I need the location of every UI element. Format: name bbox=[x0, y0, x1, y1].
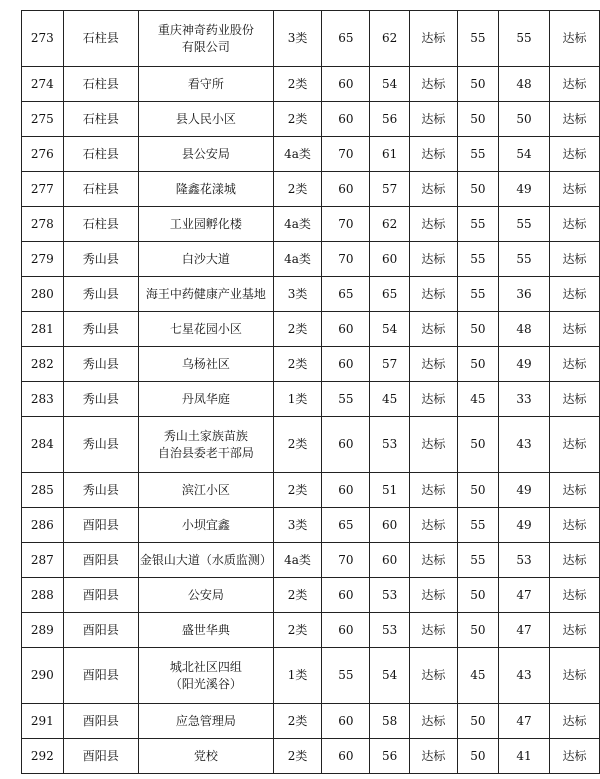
site-cell bbox=[139, 704, 274, 739]
night-value-cell: 36 bbox=[498, 277, 549, 312]
night-value-cell: 43 bbox=[498, 648, 549, 704]
night-result-cell: 达标 bbox=[550, 102, 600, 137]
night-limit-cell: 50 bbox=[457, 473, 498, 508]
night-result-cell: 达标 bbox=[550, 277, 600, 312]
night-limit-cell: 50 bbox=[457, 347, 498, 382]
night-limit-cell: 50 bbox=[457, 67, 498, 102]
table-row bbox=[22, 543, 600, 578]
site-name-line: 盛世华典 bbox=[181, 622, 230, 637]
site-name-line: 党校 bbox=[193, 748, 218, 763]
category-cell: 2类 bbox=[273, 739, 322, 774]
night-value-cell: 53 bbox=[498, 543, 549, 578]
day-result-cell: 达标 bbox=[409, 207, 457, 242]
row-number: 289 bbox=[22, 613, 64, 648]
site-cell bbox=[139, 613, 274, 648]
night-limit-cell: 50 bbox=[457, 102, 498, 137]
table-row bbox=[22, 704, 600, 739]
site-name-line: 隆鑫花漾城 bbox=[175, 181, 236, 196]
day-result-cell: 达标 bbox=[409, 347, 457, 382]
day-result-cell: 达标 bbox=[409, 172, 457, 207]
site-name-line: 县人民小区 bbox=[175, 111, 236, 126]
site-name-line: 七星花园小区 bbox=[169, 321, 242, 336]
night-value-cell: 47 bbox=[498, 578, 549, 613]
day-value-cell: 56 bbox=[370, 102, 409, 137]
table-row bbox=[22, 739, 600, 774]
night-result-cell: 达标 bbox=[550, 347, 600, 382]
day-value-cell: 57 bbox=[370, 347, 409, 382]
night-value-cell: 48 bbox=[498, 67, 549, 102]
table-row bbox=[22, 242, 600, 277]
table-row bbox=[22, 67, 600, 102]
site-cell bbox=[139, 417, 274, 473]
site-cell bbox=[139, 11, 274, 67]
row-number: 291 bbox=[22, 704, 64, 739]
night-result-cell: 达标 bbox=[550, 473, 600, 508]
day-limit-cell: 65 bbox=[322, 277, 370, 312]
day-result-cell: 达标 bbox=[409, 67, 457, 102]
table-row bbox=[22, 347, 600, 382]
day-limit-cell: 60 bbox=[322, 172, 370, 207]
day-value-cell: 62 bbox=[370, 207, 409, 242]
night-result-cell: 达标 bbox=[550, 242, 600, 277]
day-limit-cell: 55 bbox=[322, 382, 370, 417]
site-cell bbox=[139, 578, 274, 613]
day-result-cell: 达标 bbox=[409, 312, 457, 347]
day-limit-cell: 60 bbox=[322, 739, 370, 774]
site-name-line: 丹凤华庭 bbox=[181, 391, 230, 406]
day-limit-cell: 60 bbox=[322, 67, 370, 102]
row-number: 284 bbox=[22, 417, 64, 473]
category-cell: 2类 bbox=[273, 704, 322, 739]
day-value-cell: 53 bbox=[370, 417, 409, 473]
night-limit-cell: 45 bbox=[457, 382, 498, 417]
table-row bbox=[22, 312, 600, 347]
night-limit-cell: 50 bbox=[457, 739, 498, 774]
day-result-cell: 达标 bbox=[409, 473, 457, 508]
day-result-cell: 达标 bbox=[409, 102, 457, 137]
day-value-cell: 60 bbox=[370, 508, 409, 543]
noise-monitoring-table bbox=[21, 10, 600, 774]
day-limit-cell: 70 bbox=[322, 137, 370, 172]
night-result-cell: 达标 bbox=[550, 739, 600, 774]
site-cell bbox=[139, 242, 274, 277]
day-result-cell: 达标 bbox=[409, 704, 457, 739]
table-row bbox=[22, 11, 600, 67]
day-result-cell: 达标 bbox=[409, 11, 457, 67]
category-cell: 2类 bbox=[273, 613, 322, 648]
site-name-line: 工业园孵化楼 bbox=[169, 216, 242, 231]
day-result-cell: 达标 bbox=[409, 648, 457, 704]
category-cell: 4a类 bbox=[273, 242, 322, 277]
county-cell: 秀山县 bbox=[63, 277, 138, 312]
night-limit-cell: 55 bbox=[457, 543, 498, 578]
row-number: 273 bbox=[22, 11, 64, 67]
night-limit-cell: 50 bbox=[457, 417, 498, 473]
site-name-line: 白沙大道 bbox=[181, 251, 230, 266]
day-result-cell: 达标 bbox=[409, 508, 457, 543]
category-cell: 2类 bbox=[273, 473, 322, 508]
night-value-cell: 49 bbox=[498, 347, 549, 382]
site-cell bbox=[139, 172, 274, 207]
night-limit-cell: 55 bbox=[457, 11, 498, 67]
day-result-cell: 达标 bbox=[409, 137, 457, 172]
day-result-cell: 达标 bbox=[409, 578, 457, 613]
night-result-cell: 达标 bbox=[550, 312, 600, 347]
row-number: 283 bbox=[22, 382, 64, 417]
county-cell: 石柱县 bbox=[63, 207, 138, 242]
day-result-cell: 达标 bbox=[409, 543, 457, 578]
night-limit-cell: 55 bbox=[457, 207, 498, 242]
site-name-line: （阳光溪谷） bbox=[169, 676, 242, 691]
night-value-cell: 43 bbox=[498, 417, 549, 473]
day-value-cell: 51 bbox=[370, 473, 409, 508]
night-value-cell: 47 bbox=[498, 613, 549, 648]
table-row bbox=[22, 648, 600, 704]
row-number: 292 bbox=[22, 739, 64, 774]
day-value-cell: 57 bbox=[370, 172, 409, 207]
day-limit-cell: 70 bbox=[322, 207, 370, 242]
night-result-cell: 达标 bbox=[550, 11, 600, 67]
night-value-cell: 49 bbox=[498, 508, 549, 543]
table-row bbox=[22, 102, 600, 137]
category-cell: 2类 bbox=[273, 347, 322, 382]
night-result-cell: 达标 bbox=[550, 137, 600, 172]
row-number: 288 bbox=[22, 578, 64, 613]
night-result-cell: 达标 bbox=[550, 67, 600, 102]
site-cell bbox=[139, 207, 274, 242]
row-number: 285 bbox=[22, 473, 64, 508]
night-limit-cell: 50 bbox=[457, 704, 498, 739]
day-limit-cell: 60 bbox=[322, 704, 370, 739]
county-cell: 石柱县 bbox=[63, 172, 138, 207]
site-name-line: 有限公司 bbox=[181, 39, 230, 54]
category-cell: 1类 bbox=[273, 382, 322, 417]
site-name-line: 县公安局 bbox=[181, 146, 230, 161]
site-cell bbox=[139, 347, 274, 382]
row-number: 290 bbox=[22, 648, 64, 704]
night-limit-cell: 50 bbox=[457, 578, 498, 613]
night-result-cell: 达标 bbox=[550, 578, 600, 613]
category-cell: 4a类 bbox=[273, 137, 322, 172]
night-value-cell: 47 bbox=[498, 704, 549, 739]
table-row bbox=[22, 277, 600, 312]
site-cell bbox=[139, 648, 274, 704]
site-cell bbox=[139, 277, 274, 312]
county-cell: 石柱县 bbox=[63, 102, 138, 137]
county-cell: 秀山县 bbox=[63, 473, 138, 508]
site-cell bbox=[139, 382, 274, 417]
category-cell: 2类 bbox=[273, 578, 322, 613]
night-result-cell: 达标 bbox=[550, 508, 600, 543]
night-limit-cell: 50 bbox=[457, 172, 498, 207]
site-name-line: 重庆神奇药业股份 bbox=[157, 22, 254, 37]
table-row bbox=[22, 578, 600, 613]
category-cell: 2类 bbox=[273, 417, 322, 473]
county-cell: 石柱县 bbox=[63, 67, 138, 102]
site-cell bbox=[139, 739, 274, 774]
category-cell: 4a类 bbox=[273, 543, 322, 578]
site-name-line: 小坝宜鑫 bbox=[181, 517, 230, 532]
site-cell bbox=[139, 312, 274, 347]
county-cell: 酉阳县 bbox=[63, 543, 138, 578]
night-result-cell: 达标 bbox=[550, 704, 600, 739]
night-limit-cell: 55 bbox=[457, 242, 498, 277]
day-limit-cell: 70 bbox=[322, 543, 370, 578]
row-number: 282 bbox=[22, 347, 64, 382]
county-cell: 酉阳县 bbox=[63, 648, 138, 704]
table-row bbox=[22, 382, 600, 417]
category-cell: 2类 bbox=[273, 102, 322, 137]
site-cell bbox=[139, 473, 274, 508]
site-name-line: 公安局 bbox=[187, 587, 224, 602]
site-cell bbox=[139, 67, 274, 102]
day-value-cell: 54 bbox=[370, 648, 409, 704]
row-number: 279 bbox=[22, 242, 64, 277]
night-value-cell: 33 bbox=[498, 382, 549, 417]
day-limit-cell: 60 bbox=[322, 473, 370, 508]
night-result-cell: 达标 bbox=[550, 648, 600, 704]
table-row bbox=[22, 137, 600, 172]
night-result-cell: 达标 bbox=[550, 543, 600, 578]
day-result-cell: 达标 bbox=[409, 242, 457, 277]
site-name-line: 滨江小区 bbox=[181, 482, 230, 497]
day-value-cell: 45 bbox=[370, 382, 409, 417]
site-cell bbox=[139, 102, 274, 137]
category-cell: 3类 bbox=[273, 11, 322, 67]
night-value-cell: 54 bbox=[498, 137, 549, 172]
category-cell: 2类 bbox=[273, 172, 322, 207]
county-cell: 石柱县 bbox=[63, 11, 138, 67]
table-row bbox=[22, 508, 600, 543]
night-limit-cell: 45 bbox=[457, 648, 498, 704]
day-value-cell: 53 bbox=[370, 613, 409, 648]
day-limit-cell: 70 bbox=[322, 242, 370, 277]
night-limit-cell: 55 bbox=[457, 137, 498, 172]
night-result-cell: 达标 bbox=[550, 382, 600, 417]
day-limit-cell: 65 bbox=[322, 11, 370, 67]
night-limit-cell: 50 bbox=[457, 312, 498, 347]
category-cell: 2类 bbox=[273, 312, 322, 347]
category-cell: 4a类 bbox=[273, 207, 322, 242]
day-limit-cell: 60 bbox=[322, 417, 370, 473]
day-value-cell: 65 bbox=[370, 277, 409, 312]
table-row bbox=[22, 207, 600, 242]
night-value-cell: 55 bbox=[498, 242, 549, 277]
county-cell: 酉阳县 bbox=[63, 613, 138, 648]
night-result-cell: 达标 bbox=[550, 172, 600, 207]
day-value-cell: 62 bbox=[370, 11, 409, 67]
county-cell: 秀山县 bbox=[63, 347, 138, 382]
row-number: 278 bbox=[22, 207, 64, 242]
day-value-cell: 58 bbox=[370, 704, 409, 739]
day-limit-cell: 60 bbox=[322, 312, 370, 347]
day-result-cell: 达标 bbox=[409, 613, 457, 648]
night-limit-cell: 50 bbox=[457, 613, 498, 648]
day-value-cell: 54 bbox=[370, 67, 409, 102]
site-name-line: 海王中药健康产业基地 bbox=[145, 286, 266, 301]
day-limit-cell: 55 bbox=[322, 648, 370, 704]
day-value-cell: 54 bbox=[370, 312, 409, 347]
day-result-cell: 达标 bbox=[409, 417, 457, 473]
day-value-cell: 61 bbox=[370, 137, 409, 172]
day-result-cell: 达标 bbox=[409, 739, 457, 774]
row-number: 280 bbox=[22, 277, 64, 312]
night-value-cell: 49 bbox=[498, 473, 549, 508]
night-limit-cell: 55 bbox=[457, 508, 498, 543]
day-value-cell: 56 bbox=[370, 739, 409, 774]
site-name-line: 秀山土家族苗族 bbox=[163, 428, 248, 443]
day-limit-cell: 60 bbox=[322, 102, 370, 137]
day-result-cell: 达标 bbox=[409, 277, 457, 312]
day-value-cell: 53 bbox=[370, 578, 409, 613]
county-cell: 酉阳县 bbox=[63, 578, 138, 613]
county-cell: 酉阳县 bbox=[63, 508, 138, 543]
night-value-cell: 41 bbox=[498, 739, 549, 774]
row-number: 286 bbox=[22, 508, 64, 543]
night-value-cell: 50 bbox=[498, 102, 549, 137]
county-cell: 秀山县 bbox=[63, 242, 138, 277]
site-cell bbox=[139, 137, 274, 172]
site-cell bbox=[139, 543, 274, 578]
site-name-line: 乌杨社区 bbox=[181, 356, 230, 371]
night-result-cell: 达标 bbox=[550, 613, 600, 648]
category-cell: 2类 bbox=[273, 67, 322, 102]
row-number: 281 bbox=[22, 312, 64, 347]
night-value-cell: 49 bbox=[498, 172, 549, 207]
table-row bbox=[22, 172, 600, 207]
night-result-cell: 达标 bbox=[550, 417, 600, 473]
night-value-cell: 55 bbox=[498, 207, 549, 242]
site-name-line: 应急管理局 bbox=[175, 713, 236, 728]
category-cell: 3类 bbox=[273, 508, 322, 543]
night-value-cell: 48 bbox=[498, 312, 549, 347]
row-number: 276 bbox=[22, 137, 64, 172]
row-number: 287 bbox=[22, 543, 64, 578]
day-limit-cell: 65 bbox=[322, 508, 370, 543]
county-cell: 酉阳县 bbox=[63, 704, 138, 739]
site-name-line: 金银山大道（水质监测） bbox=[139, 552, 272, 567]
day-limit-cell: 60 bbox=[322, 347, 370, 382]
row-number: 277 bbox=[22, 172, 64, 207]
table-row bbox=[22, 473, 600, 508]
county-cell: 秀山县 bbox=[63, 312, 138, 347]
site-name-line: 自治县委老干部局 bbox=[157, 445, 254, 460]
day-value-cell: 60 bbox=[370, 543, 409, 578]
row-number: 274 bbox=[22, 67, 64, 102]
county-cell: 秀山县 bbox=[63, 382, 138, 417]
site-cell bbox=[139, 508, 274, 543]
day-limit-cell: 60 bbox=[322, 578, 370, 613]
category-cell: 3类 bbox=[273, 277, 322, 312]
county-cell: 酉阳县 bbox=[63, 739, 138, 774]
day-value-cell: 60 bbox=[370, 242, 409, 277]
category-cell: 1类 bbox=[273, 648, 322, 704]
night-value-cell: 55 bbox=[498, 11, 549, 67]
site-name-line: 看守所 bbox=[187, 76, 224, 91]
night-result-cell: 达标 bbox=[550, 207, 600, 242]
row-number: 275 bbox=[22, 102, 64, 137]
county-cell: 石柱县 bbox=[63, 137, 138, 172]
table-row bbox=[22, 417, 600, 473]
site-name-line: 城北社区四组 bbox=[169, 659, 242, 674]
table-body bbox=[22, 11, 600, 774]
county-cell: 秀山县 bbox=[63, 417, 138, 473]
table-row bbox=[22, 613, 600, 648]
day-limit-cell: 60 bbox=[322, 613, 370, 648]
day-result-cell: 达标 bbox=[409, 382, 457, 417]
night-limit-cell: 55 bbox=[457, 277, 498, 312]
